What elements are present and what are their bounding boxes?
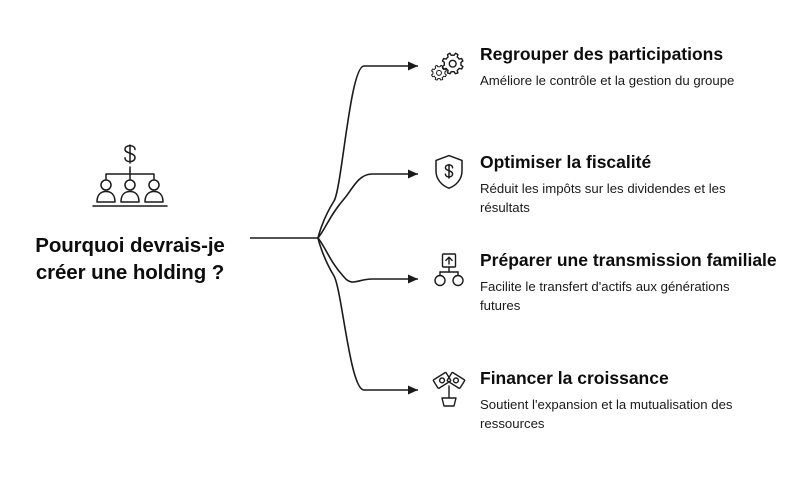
branch-title: Optimiser la fiscalité (480, 152, 652, 172)
branch-item-regrouper-des-participations[interactable] (426, 44, 734, 91)
branch-title: Financer la croissance (480, 368, 669, 388)
branch-description: Facilite le transfert d'actifs aux générations futures (480, 279, 730, 313)
branch-item-optimiser-la-fiscalite[interactable] (426, 152, 770, 217)
gears-icon (426, 44, 472, 84)
branch-description: Réduit les impôts sur les dividendes et les résultats (480, 181, 726, 215)
branch-text (472, 152, 770, 217)
branch-title: Regrouper des participations (480, 44, 724, 64)
money-plant-icon (426, 368, 472, 408)
branch-text (472, 250, 777, 315)
branch-description: Soutient l'expansion et la mutualisation des ressources (480, 397, 733, 431)
root-label: Pourquoi devrais-je créer une holding ? (35, 234, 225, 285)
branch-title: Préparer une transmission familiale (480, 250, 777, 270)
shield-dollar-icon (426, 152, 472, 190)
root-node[interactable] (10, 140, 250, 286)
branch-description: Améliore le contrôle et la gestion du groupe (480, 73, 735, 89)
branch-text (472, 44, 734, 91)
branch-item-preparer-une-transmission-familiale[interactable] (426, 250, 777, 315)
branch-text (472, 368, 770, 433)
family-tree-icon (426, 250, 472, 290)
branch-item-financer-la-croissance[interactable] (426, 368, 770, 433)
people-with-money-icon (87, 140, 173, 218)
